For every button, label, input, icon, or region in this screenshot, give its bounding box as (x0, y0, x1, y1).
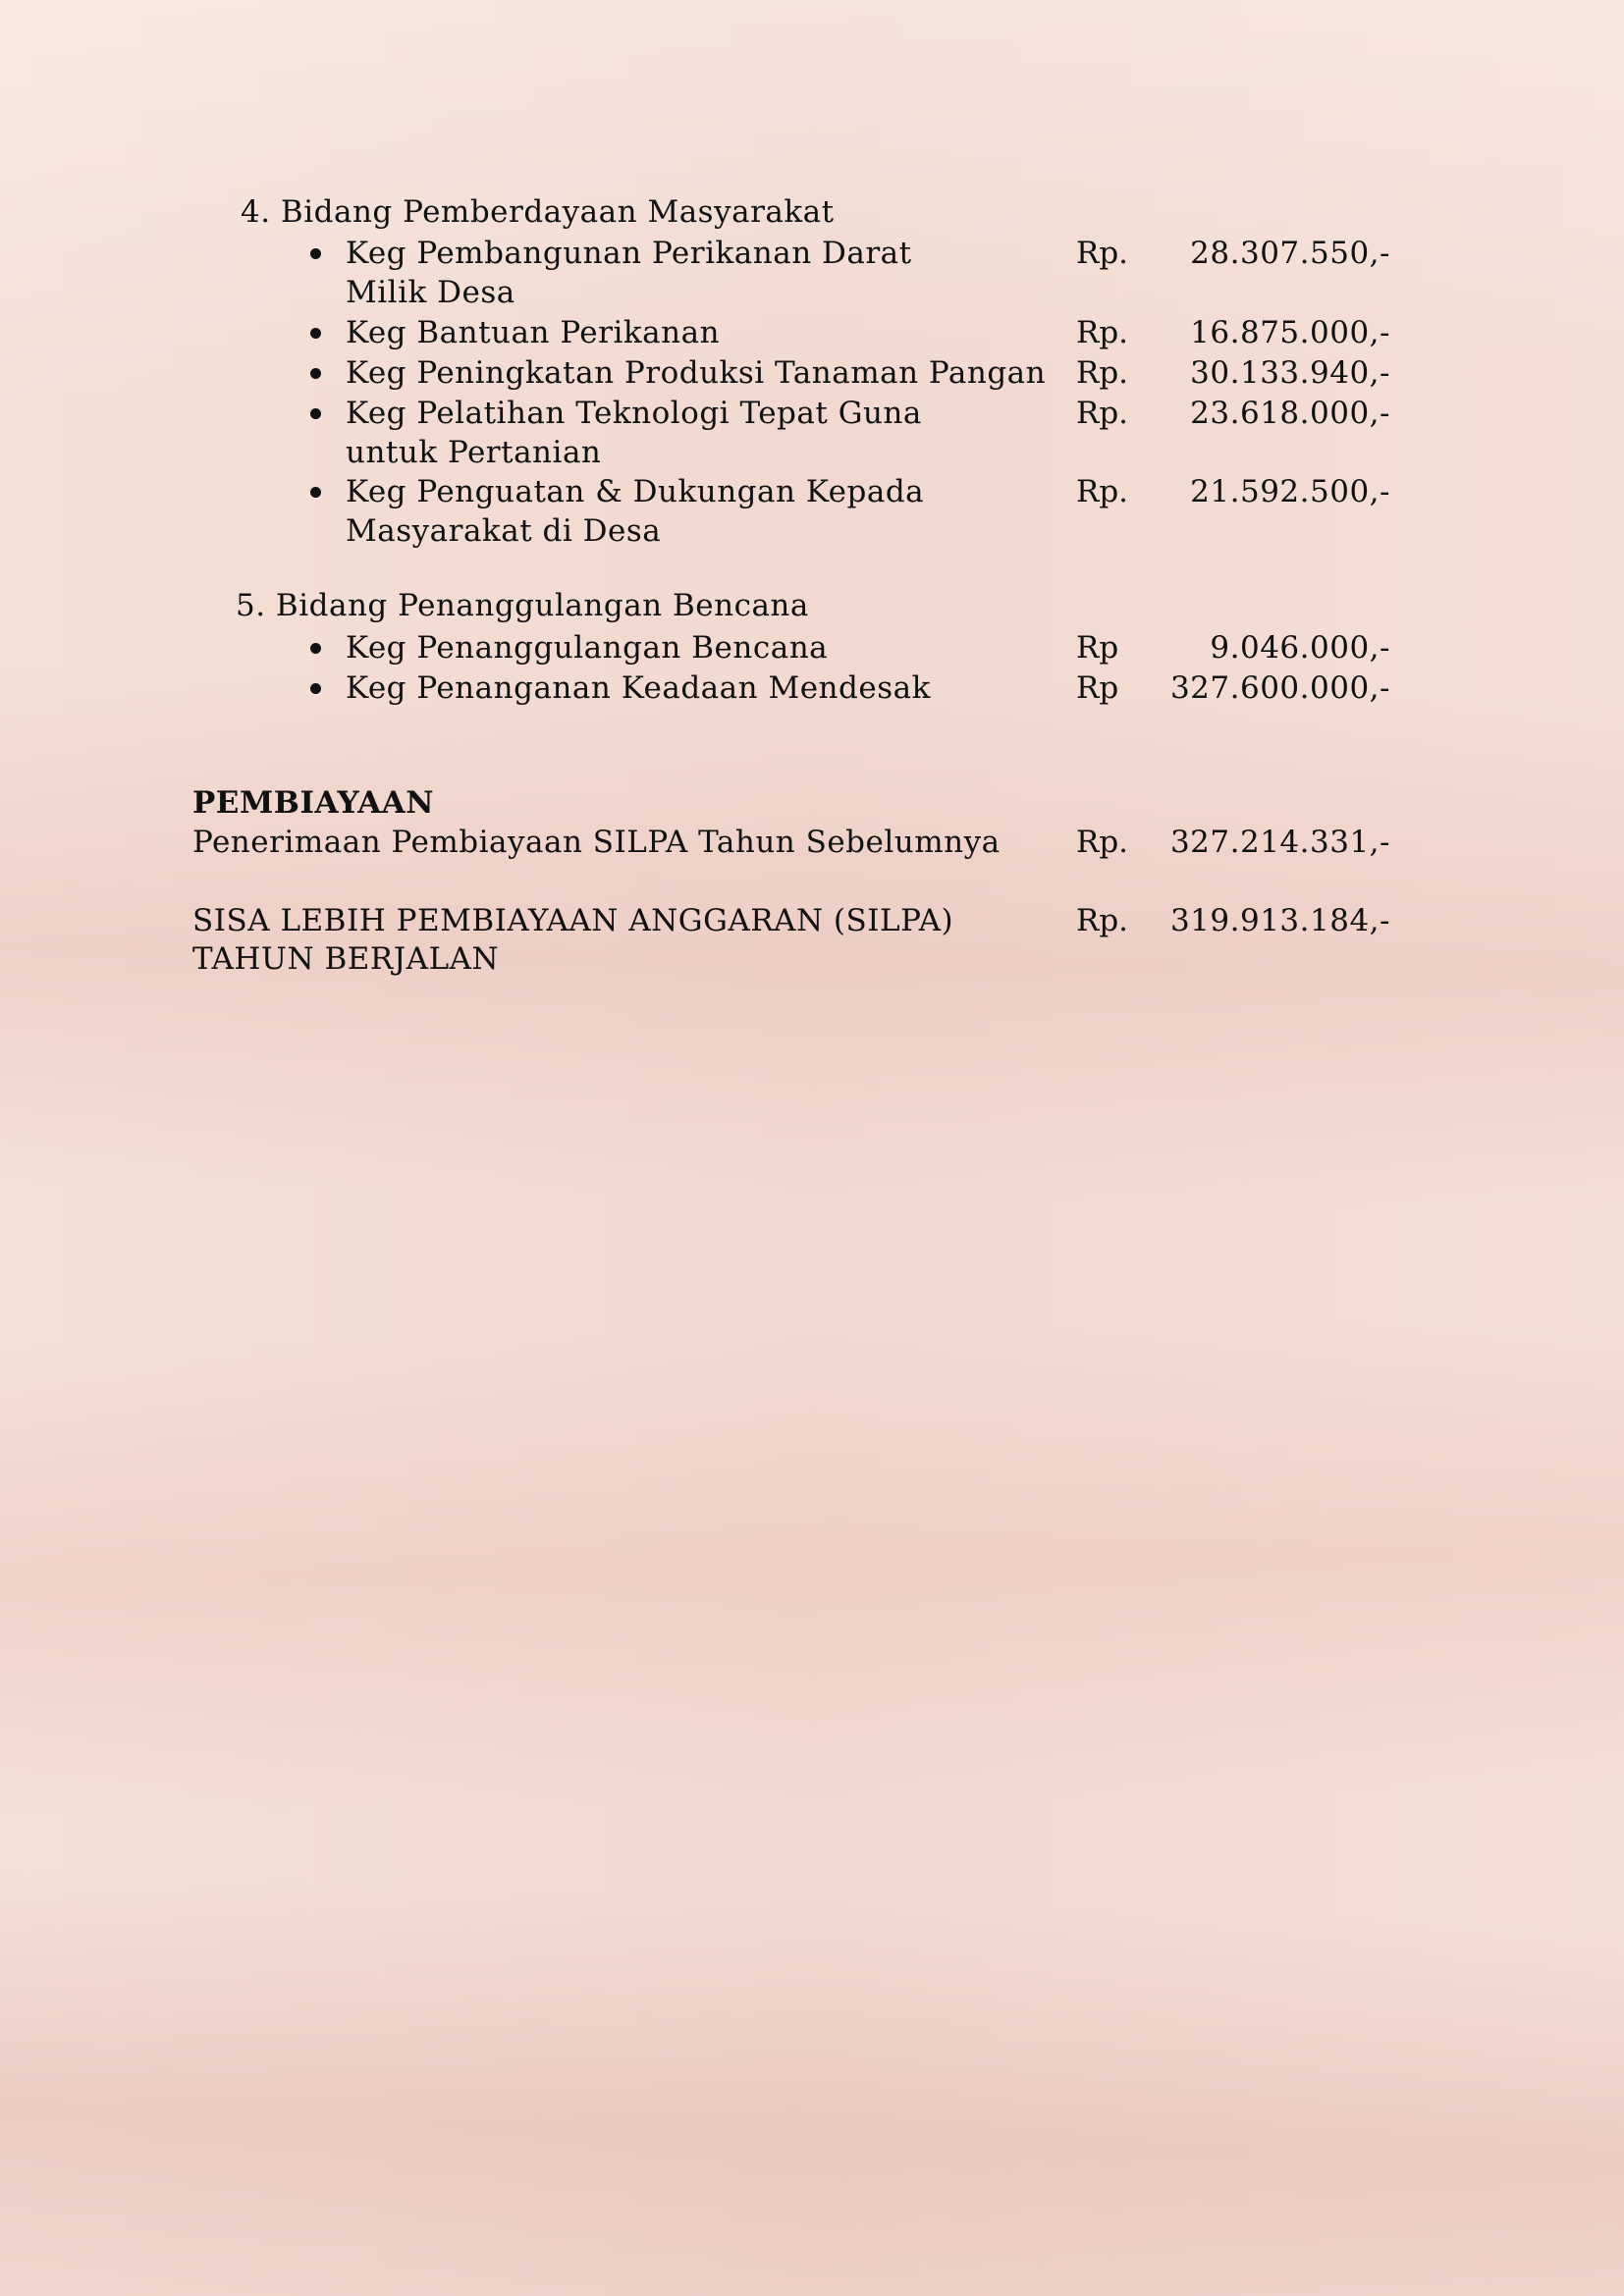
bullet-icon (310, 368, 321, 379)
currency-label: Rp. (1076, 355, 1129, 391)
bullet-icon (310, 683, 321, 694)
list-item-label-cont: Milik Desa (346, 275, 515, 310)
amount-value: 28.307.550,- (1190, 236, 1390, 271)
currency-label: Rp. (1076, 474, 1129, 509)
currency-label: Rp. (1076, 236, 1129, 271)
list-item-label: Keg Penanggulangan Bencana (346, 630, 829, 666)
bullet-icon (310, 328, 321, 339)
amount-value: 9.046.000,- (1210, 630, 1390, 666)
list-item-label: Keg Pembangunan Perikanan Darat (346, 236, 912, 271)
currency-label: Rp. (1076, 825, 1129, 860)
list-item-label: Keg Bantuan Perikanan (346, 315, 721, 350)
bullet-icon (310, 643, 321, 654)
pembiayaan-heading: PEMBIAYAAN (192, 785, 435, 821)
amount-value: 16.875.000,- (1190, 315, 1390, 350)
amount-value: 327.600.000,- (1169, 670, 1390, 706)
list-item-label: Keg Penanganan Keadaan Mendesak (346, 670, 931, 706)
list-item-label: Keg Peningkatan Produksi Tanaman Pangan (346, 355, 1047, 391)
list-item-label: Keg Penguatan & Dukungan Kepada (346, 474, 925, 509)
amount-value: 319.913.184,- (1169, 903, 1390, 938)
bullet-icon (310, 408, 321, 419)
bullet-icon (310, 248, 321, 259)
bullet-icon (310, 487, 321, 498)
currency-label: Rp (1076, 630, 1119, 666)
penerimaan-label: Penerimaan Pembiayaan SILPA Tahun Sebelumnya (192, 825, 1001, 860)
section-4-heading: 4. Bidang Pemberdayaan Masyarakat (241, 194, 835, 230)
amount-value: 21.592.500,- (1190, 474, 1390, 509)
list-item-label-cont: Masyarakat di Desa (346, 513, 662, 549)
amount-value: 23.618.000,- (1190, 396, 1390, 431)
currency-label: Rp. (1076, 315, 1129, 350)
currency-label: Rp. (1076, 903, 1129, 938)
silpa-label-cont: TAHUN BERJALAN (192, 941, 500, 977)
list-item-label-cont: untuk Pertanian (346, 435, 602, 470)
list-item-label: Keg Pelatihan Teknologi Tepat Guna (346, 396, 922, 431)
amount-value: 30.133.940,- (1190, 355, 1390, 391)
amount-value: 327.214.331,- (1169, 825, 1390, 860)
section-5-heading: 5. Bidang Penanggulangan Bencana (236, 588, 809, 623)
currency-label: Rp (1076, 670, 1119, 706)
currency-label: Rp. (1076, 396, 1129, 431)
silpa-label: SISA LEBIH PEMBIAYAAN ANGGARAN (SILPA) (192, 903, 954, 938)
